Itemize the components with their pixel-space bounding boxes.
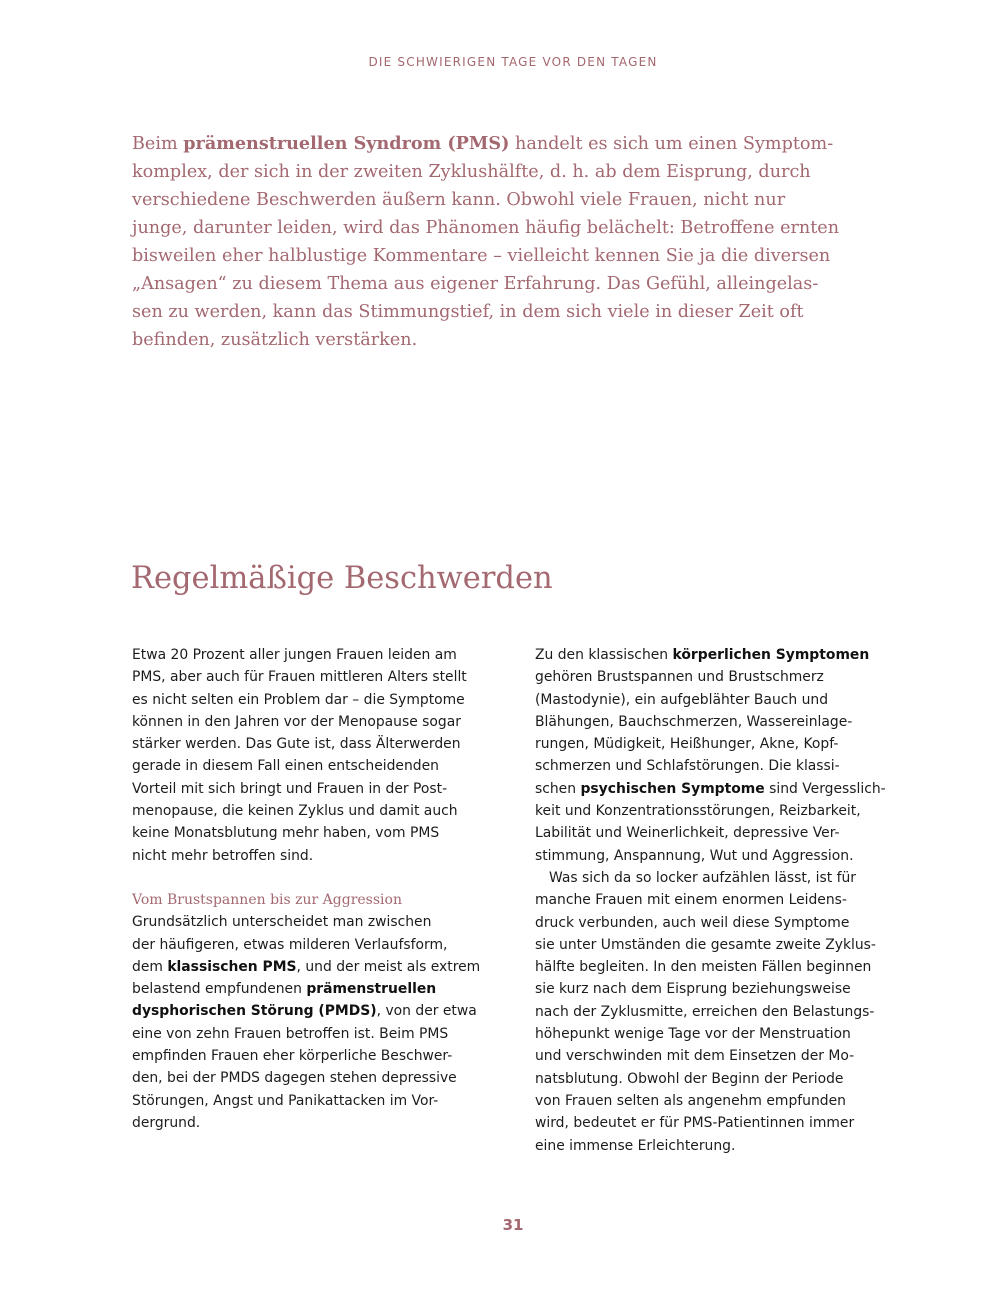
body-line [132, 956, 502, 978]
body-paragraph [132, 911, 502, 1134]
body-line [535, 778, 905, 800]
intro-paragraph [132, 130, 904, 354]
body-paragraph [535, 644, 905, 867]
body-line: sie kurz nach dem Eisprung beziehungsweise [535, 981, 851, 998]
body-line: von Frauen selten als angenehm empfunden [535, 1092, 846, 1109]
body-line: den, bei der PMDS dagegen stehen depressive [132, 1070, 457, 1087]
body-line: keit und Konzentrationsstörungen, Reizbarkeit, [535, 803, 861, 820]
body-line: höhepunkt wenige Tage vor der Menstruation [535, 1026, 851, 1043]
body-line [535, 644, 905, 666]
body-line: keine Monatsblutung mehr haben, vom PMS [132, 825, 440, 842]
page-number: 31 [502, 1216, 524, 1234]
body-line: gerade in diesem Fall einen entscheidenden [132, 758, 439, 775]
body-line: stärker werden. Das Gute ist, dass Älterwerden [132, 736, 461, 753]
body-line: Störungen, Angst und Panikattacken im Vor- [132, 1092, 439, 1109]
body-paragraph [132, 644, 502, 867]
body-line: Etwa 20 Prozent aller jungen Frauen leiden am [132, 647, 457, 663]
body-line: nicht mehr betroffen sind. [132, 847, 314, 864]
body-line: und verschwinden mit dem Einsetzen der Mo- [535, 1048, 855, 1065]
intro-line: verschiedene Beschwerden äußern kann. Obwohl viele Frauen, nicht nur [132, 190, 786, 210]
body-line: natsblutung. Obwohl der Beginn der Periode [535, 1070, 844, 1087]
emphasis-term: körperlichen Symptomen [672, 647, 870, 663]
body-line: rungen, Müdigkeit, Heißhunger, Akne, Kopf- [535, 736, 839, 753]
body-paragraph [535, 867, 905, 1157]
body-line: hälfte begleiten. In den meisten Fällen beginnen [535, 959, 872, 976]
body-line: eine von zehn Frauen betroffen ist. Beim PMS [132, 1025, 449, 1042]
running-head: DIE SCHWIERIGEN TAGE VOR DEN TAGEN [368, 55, 658, 69]
body-line: es nicht selten ein Problem dar – die Symptome [132, 691, 465, 708]
body-line: sie unter Umständen die gesamte zweite Zyklus- [535, 936, 876, 953]
body-line: druck verbunden, auch weil diese Symptome [535, 914, 850, 931]
intro-line: komplex, der sich in der zweiten Zyklushälfte, d. h. ab dem Eisprung, durch [132, 162, 811, 182]
intro-line: „Ansagen“ zu diesem Thema aus eigener Erfahrung. Das Gefühl, alleingelas- [132, 274, 819, 294]
emphasis-term: psychischen Symptome [580, 780, 765, 797]
body-text: , und der meist als extrem [296, 958, 481, 975]
left-column [132, 644, 502, 1134]
emphasis-term: prämenstruellen [306, 981, 437, 998]
intro-line [132, 130, 904, 158]
body-line: gehören Brustspannen und Brustschmerz [535, 669, 824, 686]
body-line: der häufigeren, etwas milderen Verlaufsform, [132, 936, 448, 953]
intro-line: bisweilen eher halblustige Kommentare – vielleicht kennen Sie ja die diversen [132, 246, 831, 266]
intro-line: befinden, zusätzlich verstärken. [132, 330, 418, 350]
body-line: empfinden Frauen eher körperliche Beschwer- [132, 1048, 453, 1065]
body-line: Vorteil mit sich bringt und Frauen in der Post- [132, 780, 448, 797]
section-title: Regelmäßige Beschwerden [131, 561, 553, 596]
body-line: Blähungen, Bauchschmerzen, Wassereinlage- [535, 713, 853, 730]
body-text: schen [535, 780, 581, 797]
body-line: Was sich da so locker aufzählen lässt, ist für [549, 869, 856, 886]
body-line: PMS, aber auch für Frauen mittleren Alters stellt [132, 669, 467, 686]
body-text: Zu den klassischen [535, 647, 673, 663]
body-line: Grundsätzlich unterscheidet man zwischen [132, 914, 432, 931]
body-line: stimmung, Anspannung, Wut und Aggression. [535, 847, 854, 864]
body-text: dem [132, 958, 168, 975]
emphasis-term: klassischen PMS [167, 958, 297, 975]
body-line: (Mastodynie), ein aufgeblähter Bauch und [535, 691, 829, 708]
intro-line: sen zu werden, kann das Stimmungstief, in dem sich viele in dieser Zeit oft [132, 302, 804, 322]
subheading: Vom Brustspannen bis zur Aggression [132, 891, 402, 908]
body-line: Labilität und Weinerlichkeit, depressive Ver- [535, 825, 840, 842]
body-text: , von der etwa [376, 1003, 477, 1020]
body-line [132, 1000, 502, 1022]
intro-text: Beim [132, 134, 184, 154]
paragraph-gap [132, 867, 502, 889]
body-line: wird, bedeutet er für PMS-Patientinnen immer [535, 1115, 855, 1132]
body-line: schmerzen und Schlafstörungen. Die klassi- [535, 758, 840, 775]
intro-line: junge, darunter leiden, wird das Phänomen häufig belächelt: Betroffene ernten [132, 218, 840, 238]
emphasis-term: dysphorischen Störung (PMDS) [132, 1003, 377, 1020]
body-line: manche Frauen mit einem enormen Leidens- [535, 892, 847, 909]
body-line: eine immense Erleichterung. [535, 1137, 736, 1154]
intro-text: handelt es sich um einen Symptom- [509, 134, 834, 154]
body-text: belastend empfundenen [132, 981, 307, 998]
body-line: dergrund. [132, 1114, 201, 1131]
right-column [535, 644, 905, 1157]
body-line [132, 978, 502, 1000]
body-text: sind Vergesslich- [764, 780, 886, 797]
body-line: können in den Jahren vor der Menopause sogar [132, 713, 461, 730]
body-line: menopause, die keinen Zyklus und damit auch [132, 803, 458, 820]
body-line: nach der Zyklusmitte, erreichen den Belastungs- [535, 1003, 875, 1020]
intro-emphasis: prämenstruellen Syndrom (PMS) [183, 133, 510, 154]
